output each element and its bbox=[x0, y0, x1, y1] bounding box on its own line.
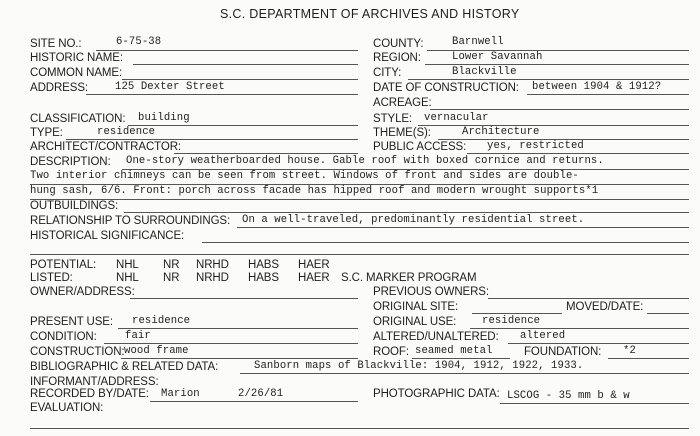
type-value: residence bbox=[97, 126, 156, 138]
moved-date-label: MOVED/DATE: bbox=[566, 301, 644, 313]
condition-value: fair bbox=[125, 330, 151, 342]
significance-line bbox=[202, 242, 689, 243]
present-use-line bbox=[118, 328, 358, 329]
section-divider bbox=[30, 254, 689, 255]
outbuildings-label: OUTBUILDINGS: bbox=[30, 200, 119, 212]
foundation-label: FOUNDATION: bbox=[524, 346, 602, 358]
type-line bbox=[66, 139, 358, 140]
form-title: S.C. DEPARTMENT OF ARCHIVES AND HISTORY bbox=[220, 7, 520, 21]
classification-line bbox=[128, 125, 358, 126]
site-no-label: SITE NO.: bbox=[30, 38, 82, 50]
foundation-line bbox=[608, 358, 689, 359]
site-no-value: 6-75-38 bbox=[116, 36, 162, 48]
original-use-line bbox=[470, 328, 689, 329]
roof-label: ROOF: bbox=[373, 346, 409, 358]
description-label: DESCRIPTION: bbox=[30, 156, 111, 168]
construction-value: wood frame bbox=[124, 345, 189, 357]
roof-line bbox=[412, 358, 510, 359]
original-site-label: ORIGINAL SITE: bbox=[373, 301, 459, 313]
altered-line bbox=[508, 343, 689, 344]
region-line bbox=[425, 64, 689, 65]
roof-value: seamed metal bbox=[415, 345, 493, 357]
themes-label: THEME(S): bbox=[373, 127, 431, 139]
significance-label: HISTORICAL SIGNIFICANCE: bbox=[30, 230, 185, 242]
city-value: Blackville bbox=[452, 66, 517, 78]
acreage-label: ACREAGE: bbox=[373, 97, 432, 109]
foundation-value: *2 bbox=[623, 345, 636, 357]
architect-line bbox=[174, 153, 358, 154]
historic-name-line bbox=[133, 64, 358, 65]
condition-line bbox=[104, 343, 358, 344]
potential-label: POTENTIAL: bbox=[30, 259, 97, 271]
outbuildings-line bbox=[124, 212, 689, 213]
architect-label: ARCHITECT/CONTRACTOR: bbox=[30, 141, 182, 153]
region-label: REGION: bbox=[373, 52, 421, 64]
present-use-value: residence bbox=[132, 315, 191, 327]
owner-label: OWNER/ADDRESS: bbox=[30, 286, 135, 298]
potential-nrhd: NRHD bbox=[196, 259, 229, 271]
construction-line bbox=[121, 358, 358, 359]
potential-nr: NR bbox=[163, 259, 180, 271]
style-label: STYLE: bbox=[373, 113, 413, 125]
construction-label: CONSTRUCTION: bbox=[30, 346, 125, 358]
description-line-2: Two interior chimneys can be seen from street. Windows of front and sides are double- bbox=[30, 170, 579, 182]
recorded-by-value: Marion bbox=[161, 388, 200, 400]
photographic-value: LSCOG - 35 mm b & w bbox=[507, 390, 630, 402]
photographic-line bbox=[500, 403, 689, 404]
recorded-date-value: 2/26/81 bbox=[238, 388, 284, 400]
potential-nhl: NHL bbox=[116, 259, 139, 271]
description-rule-3 bbox=[30, 199, 689, 200]
previous-owners-label: PREVIOUS OWNERS: bbox=[373, 286, 489, 298]
listed-nrhd: NRHD bbox=[196, 272, 229, 284]
classification-label: CLASSIFICATION: bbox=[30, 113, 126, 125]
region-value: Lower Savannah bbox=[452, 51, 543, 63]
common-name-line bbox=[122, 79, 358, 80]
altered-label: ALTERED/UNALTERED: bbox=[373, 331, 499, 343]
potential-habs: HABS bbox=[248, 259, 279, 271]
moved-date-line bbox=[647, 313, 689, 314]
address-value: 125 Dexter Street bbox=[115, 81, 225, 93]
evaluation-line bbox=[30, 428, 689, 429]
relationship-line bbox=[237, 227, 689, 228]
previous-owners-line bbox=[488, 298, 689, 299]
public-access-line bbox=[467, 153, 689, 154]
marker-program-label: S.C. MARKER PROGRAM bbox=[341, 272, 477, 284]
classification-value: building bbox=[138, 112, 190, 124]
bibliographic-label: BIBLIOGRAPHIC & RELATED DATA: bbox=[30, 361, 219, 373]
city-label: CITY: bbox=[373, 67, 402, 79]
description-line-3: hung sash, 6/6. Front: porch across facade has hipped roof and modern wrought supports*1 bbox=[30, 185, 599, 197]
owner-line bbox=[130, 298, 358, 299]
listed-haer: HAER bbox=[298, 272, 330, 284]
style-value: vernacular bbox=[424, 112, 489, 124]
common-name-label: COMMON NAME: bbox=[30, 67, 123, 79]
informant-label: INFORMANT/ADDRESS: bbox=[30, 376, 159, 388]
condition-label: CONDITION: bbox=[30, 331, 97, 343]
acreage-line bbox=[430, 109, 689, 110]
bibliographic-value: Sanborn maps of Blackville: 1904, 1912, 1922, 1933. bbox=[254, 360, 584, 372]
photographic-label: PHOTOGRAPHIC DATA: bbox=[373, 388, 500, 400]
original-use-label: ORIGINAL USE: bbox=[373, 316, 457, 328]
description-line-1: One-story weatherboarded house. Gable roof with boxed cornice and returns. bbox=[126, 155, 604, 167]
recorded-line bbox=[150, 401, 358, 402]
listed-nhl: NHL bbox=[116, 272, 139, 284]
public-access-value: yes, restricted bbox=[487, 140, 584, 152]
county-value: Barnwell bbox=[452, 36, 504, 48]
original-use-value: residence bbox=[482, 315, 541, 327]
recorded-label: RECORDED BY/DATE: bbox=[30, 388, 149, 400]
public-access-label: PUBLIC ACCESS: bbox=[373, 141, 467, 153]
relationship-value: On a well-traveled, predominantly residential street. bbox=[242, 214, 585, 226]
address-label: ADDRESS: bbox=[30, 82, 88, 94]
altered-value: altered bbox=[520, 330, 566, 342]
listed-label: LISTED: bbox=[30, 272, 73, 284]
date-value: between 1904 & 1912? bbox=[532, 81, 662, 93]
listed-habs: HABS bbox=[248, 272, 279, 284]
city-line bbox=[408, 79, 689, 80]
county-label: COUNTY: bbox=[373, 38, 424, 50]
site-no-line bbox=[96, 50, 358, 51]
style-line bbox=[418, 125, 689, 126]
present-use-label: PRESENT USE: bbox=[30, 316, 113, 328]
evaluation-label: EVALUATION: bbox=[30, 402, 104, 414]
themes-value: Architecture bbox=[462, 126, 540, 138]
bibliographic-line bbox=[240, 373, 689, 374]
relationship-label: RELATIONSHIP TO SURROUNDINGS: bbox=[30, 215, 231, 227]
historic-name-label: HISTORIC NAME: bbox=[30, 52, 123, 64]
listed-nr: NR bbox=[163, 272, 180, 284]
address-line bbox=[86, 94, 358, 95]
potential-haer: HAER bbox=[298, 259, 330, 271]
date-line bbox=[527, 94, 689, 95]
type-label: TYPE: bbox=[30, 127, 63, 139]
date-label: DATE OF CONSTRUCTION: bbox=[373, 82, 519, 94]
original-site-line bbox=[472, 313, 562, 314]
